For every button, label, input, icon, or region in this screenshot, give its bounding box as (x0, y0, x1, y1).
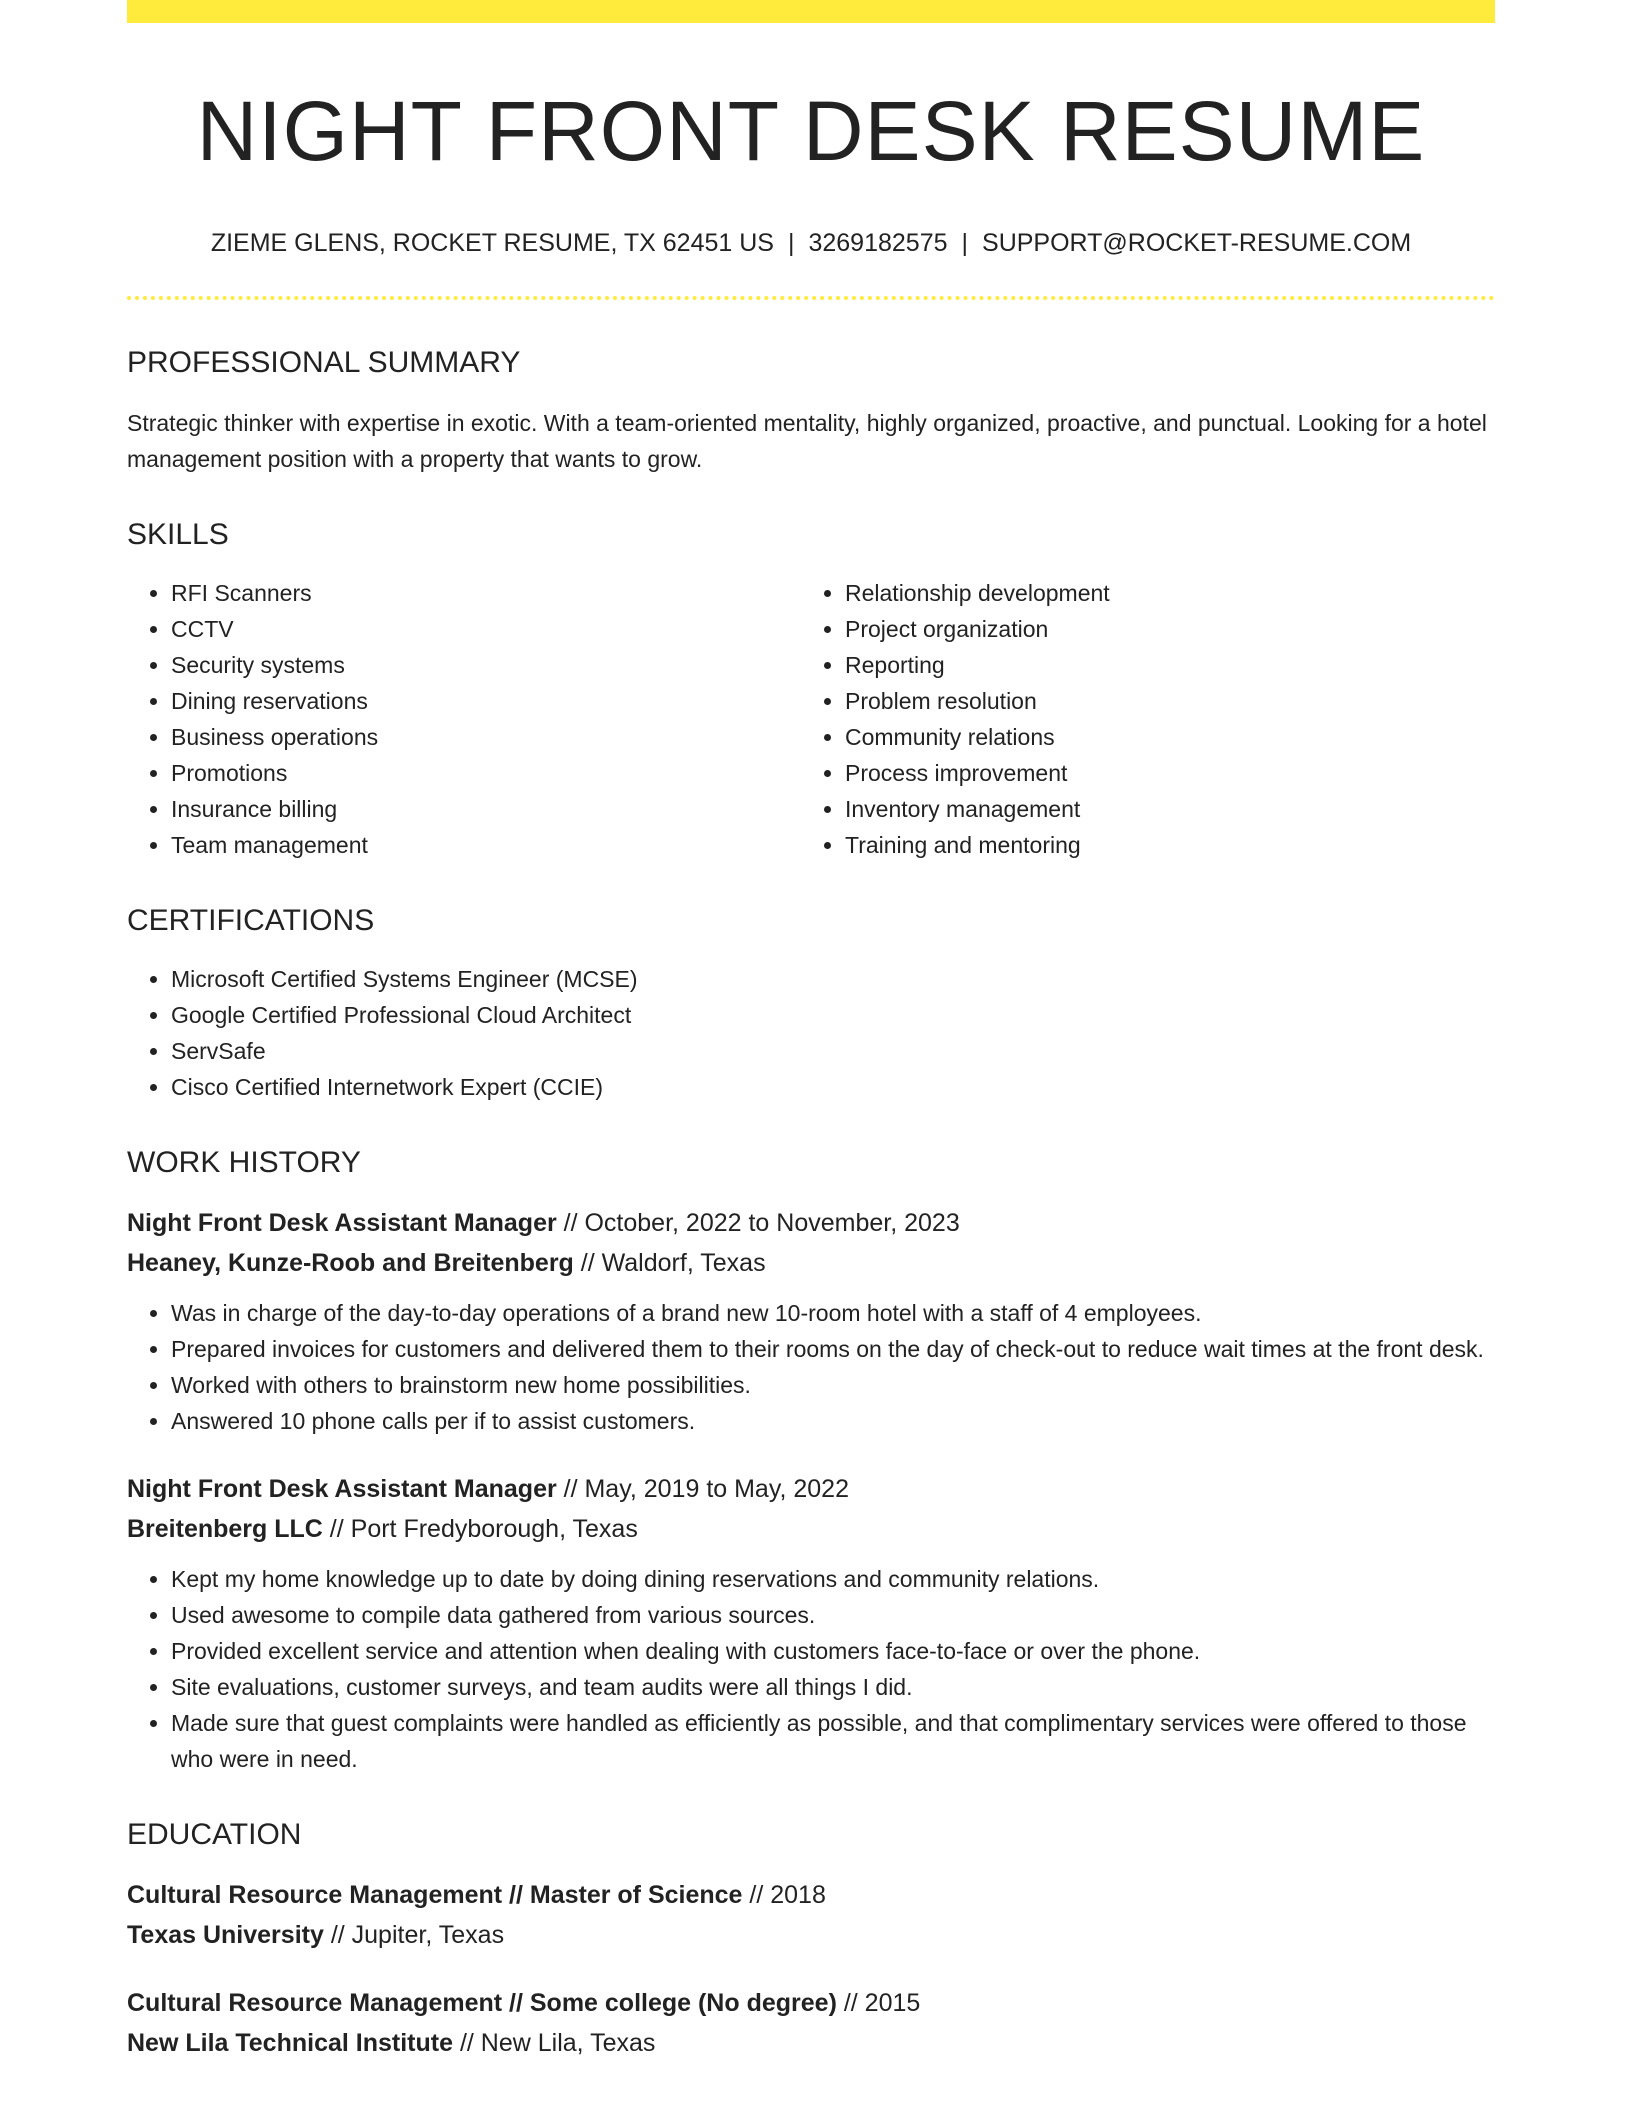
skill-item: • Insurance billing (171, 791, 801, 827)
education-entry (127, 1983, 1495, 2063)
job-dates: // October, 2022 to November, 2023 (556, 1208, 960, 1237)
education-degree: Cultural Resource Management // Some college (No degree) (127, 1988, 837, 2017)
job-title: Night Front Desk Assistant Manager (127, 1474, 557, 1503)
summary-text: Strategic thinker with expertise in exotic. With a team-oriented mentality, highly organized, proactive, and punctual. Looking for a hotel management position with a property that wants to grow. (127, 409, 1487, 472)
job-title-line (127, 1203, 1495, 1243)
skill-item: • Dining reservations (171, 683, 801, 719)
skill-item: • Reporting (845, 647, 1495, 683)
skill-item: • Community relations (845, 719, 1495, 755)
education-school-line (127, 2023, 1495, 2063)
education-entry (127, 1875, 1495, 1955)
education-school: Texas University (127, 1920, 324, 1949)
job-bullets (127, 1561, 1495, 1777)
job-bullet: • Worked with others to brainstorm new home possibilities. (171, 1367, 1495, 1403)
skill-item: • CCTV (171, 611, 801, 647)
skills-grid (127, 575, 1495, 863)
job-entry (127, 1469, 1495, 1777)
job-bullet: • Kept my home knowledge up to date by doing dining reservations and community relations. (171, 1561, 1495, 1597)
contact-phone: 3269182575 (808, 229, 948, 258)
job-location: // Port Fredyborough, Texas (322, 1514, 638, 1543)
education-school-line (127, 1915, 1495, 1955)
skill-item: • Business operations (171, 719, 801, 755)
skill-item: • Relationship development (845, 575, 1495, 611)
work-history-section (127, 1145, 1495, 1777)
top-accent-bar (127, 0, 1495, 23)
skill-item: • Problem resolution (845, 683, 1495, 719)
skills-heading: SKILLS (127, 517, 229, 551)
education-degree: Cultural Resource Management // Master of Science (127, 1880, 743, 1909)
education-location: // New Lila, Texas (453, 2028, 656, 2057)
job-bullet: • Was in charge of the day-to-day operations of a brand new 10-room hotel with a staff of 4 employees. (171, 1295, 1495, 1331)
work-history-heading: WORK HISTORY (127, 1145, 361, 1179)
skill-item: • Project organization (845, 611, 1495, 647)
job-company-line (127, 1243, 1495, 1283)
certification-item: • ServSafe (171, 1033, 1495, 1069)
skills-list-right (801, 575, 1495, 863)
certifications-section (127, 903, 1495, 1105)
job-bullets (127, 1295, 1495, 1439)
skills-section (127, 517, 1495, 863)
education-section (127, 1817, 1495, 2063)
resume-title: NIGHT FRONT DESK RESUME (196, 84, 1426, 178)
education-degree-line (127, 1875, 1495, 1915)
education-heading: EDUCATION (127, 1817, 302, 1851)
job-bullet: • Provided excellent service and attention when dealing with customers face-to-face or over the phone. (171, 1633, 1495, 1669)
job-bullet: • Site evaluations, customer surveys, and team audits were all things I did. (171, 1669, 1495, 1705)
job-location: // Waldorf, Texas (573, 1248, 766, 1277)
job-entry (127, 1203, 1495, 1439)
job-company: Breitenberg LLC (127, 1514, 323, 1543)
job-company: Heaney, Kunze-Roob and Breitenberg (127, 1248, 574, 1277)
contact-separator: | (961, 229, 969, 258)
job-company-line (127, 1509, 1495, 1549)
skill-item: • Inventory management (845, 791, 1495, 827)
resume-content (127, 0, 1495, 2063)
certification-item: • Cisco Certified Internetwork Expert (CCIE) (171, 1069, 1495, 1105)
contact-separator: | (787, 229, 795, 258)
job-title-line (127, 1469, 1495, 1509)
contact-line (127, 227, 1495, 260)
summary-section (127, 345, 1495, 477)
certification-item: • Microsoft Certified Systems Engineer (MCSE) (171, 961, 1495, 997)
job-bullet: • Used awesome to compile data gathered from various sources. (171, 1597, 1495, 1633)
skill-item: • RFI Scanners (171, 575, 801, 611)
education-degree-line (127, 1983, 1495, 2023)
skill-item: • Training and mentoring (845, 827, 1495, 863)
skill-item: • Promotions (171, 755, 801, 791)
education-year: // 2018 (742, 1880, 826, 1909)
skill-item: • Security systems (171, 647, 801, 683)
summary-heading: PROFESSIONAL SUMMARY (127, 345, 521, 379)
job-bullet: • Prepared invoices for customers and delivered them to their rooms on the day of check-out to reduce wait times at the front desk. (171, 1331, 1495, 1367)
dotted-divider (127, 296, 1495, 300)
job-bullet: • Answered 10 phone calls per if to assist customers. (171, 1403, 1495, 1439)
job-title: Night Front Desk Assistant Manager (127, 1208, 557, 1237)
certification-item: • Google Certified Professional Cloud Architect (171, 997, 1495, 1033)
skill-item: • Team management (171, 827, 801, 863)
contact-email: SUPPORT@ROCKET-RESUME.COM (982, 229, 1412, 258)
job-dates: // May, 2019 to May, 2022 (556, 1474, 849, 1503)
education-location: // Jupiter, Texas (323, 1920, 505, 1949)
skills-list-left (127, 575, 801, 863)
contact-address: ZIEME GLENS, ROCKET RESUME, TX 62451 US (210, 229, 774, 258)
certifications-heading: CERTIFICATIONS (127, 903, 375, 937)
education-school: New Lila Technical Institute (127, 2028, 453, 2057)
skill-item: • Process improvement (845, 755, 1495, 791)
certifications-list (127, 961, 1495, 1105)
education-year: // 2015 (836, 1988, 921, 2017)
job-bullet: • Made sure that guest complaints were handled as efficiently as possible, and that complimentary services were offered to those who were in need. (171, 1705, 1495, 1777)
